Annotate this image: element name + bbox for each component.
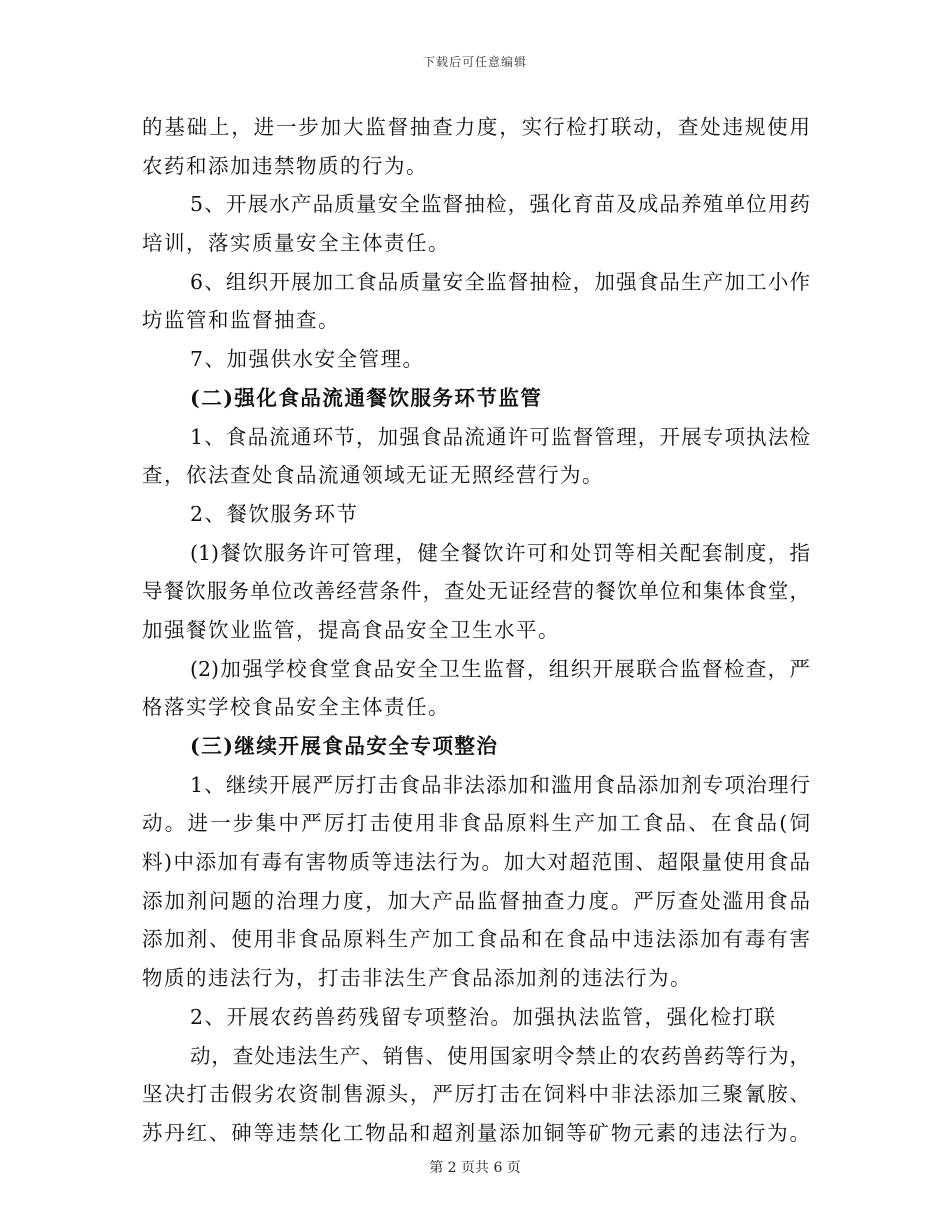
paragraph-line: 物质的违法行为，打击非法生产食品添加剂的违法行为。 [142, 966, 692, 991]
paragraph-line: 7、加强供水安全管理。 [190, 347, 425, 372]
paragraph-line: 的基础上，进一步加大监督抽查力度，实行检打联动，查处违规使用 [142, 115, 810, 139]
paragraph-line: 坚决打击假劣农资制售源头，严厉打击在饲料中非法添加三聚氰胺、 [142, 1082, 810, 1107]
paragraph-line: 导餐饮服务单位改善经营条件，查处无证经营的餐饮单位和集体食堂， [142, 579, 810, 604]
paragraph-line: 苏丹红、砷等违禁化工物品和超剂量添加铜等矿物元素的违法行为。 [142, 1120, 810, 1145]
paragraph-line: 查，依法查处食品流通领域无证无照经营行为。 [142, 463, 604, 488]
paragraph-line: 坊监管和监督抽查。 [142, 308, 340, 333]
paragraph-line: 2、开展农药兽药残留专项整治。加强执法监管，强化检打联 [190, 1004, 777, 1029]
paragraph-line: 加强餐饮业监管，提高食品安全卫生水平。 [142, 617, 560, 642]
paragraph-line: 6、组织开展加工食品质量安全监督抽检，加强食品生产加工小作 [190, 269, 810, 294]
section-heading: (三)继续开展食品安全专项整治 [190, 734, 499, 758]
paragraph-line: 2、餐饮服务环节 [190, 501, 359, 526]
paragraph-line: 动。进一步集中严厉打击使用非食品原料生产加工食品、在食品(饲 [142, 811, 810, 836]
paragraph-line: 动，查处违法生产、销售、使用国家明令禁止的农药兽药等行为， [190, 1043, 810, 1068]
paragraph-line: 添加剂、使用非食品原料生产加工食品和在食品中违法添加有毒有害 [142, 927, 810, 952]
paragraph-line: (2)加强学校食堂食品安全卫生监督，组织开展联合监督检查，严 [190, 656, 810, 681]
paragraph-line: 料)中添加有毒有害物质等违法行为。加大对超范围、超限量使用食品 [142, 850, 810, 875]
paragraph-line: 添加剂问题的治理力度，加大产品监督抽查力度。严厉查处滥用食品 [142, 888, 810, 913]
paragraph-line: 1、继续开展严厉打击食品非法添加和滥用食品添加剂专项治理行 [190, 772, 810, 797]
page-header: 下载后可任意编辑 [422, 55, 527, 69]
section-heading: (二)强化食品流通餐饮服务环节监管 [190, 385, 543, 410]
paragraph-line: 格落实学校食品安全主体责任。 [142, 695, 450, 720]
page-footer: 第 2 页共 6 页 [429, 1160, 521, 1176]
paragraph-line: 农药和添加违禁物质的行为。 [142, 153, 428, 178]
paragraph-line: 培训，落实质量安全主体责任。 [142, 231, 450, 256]
document-body [142, 108, 810, 1153]
paragraph-line: 1、食品流通环节，加强食品流通许可监督管理，开展专项执法检 [190, 424, 810, 449]
paragraph-line: (1)餐饮服务许可管理，健全餐饮许可和处罚等相关配套制度，指 [190, 540, 810, 565]
paragraph-line: 5、开展水产品质量安全监督抽检，强化育苗及成品养殖单位用药 [190, 192, 810, 217]
